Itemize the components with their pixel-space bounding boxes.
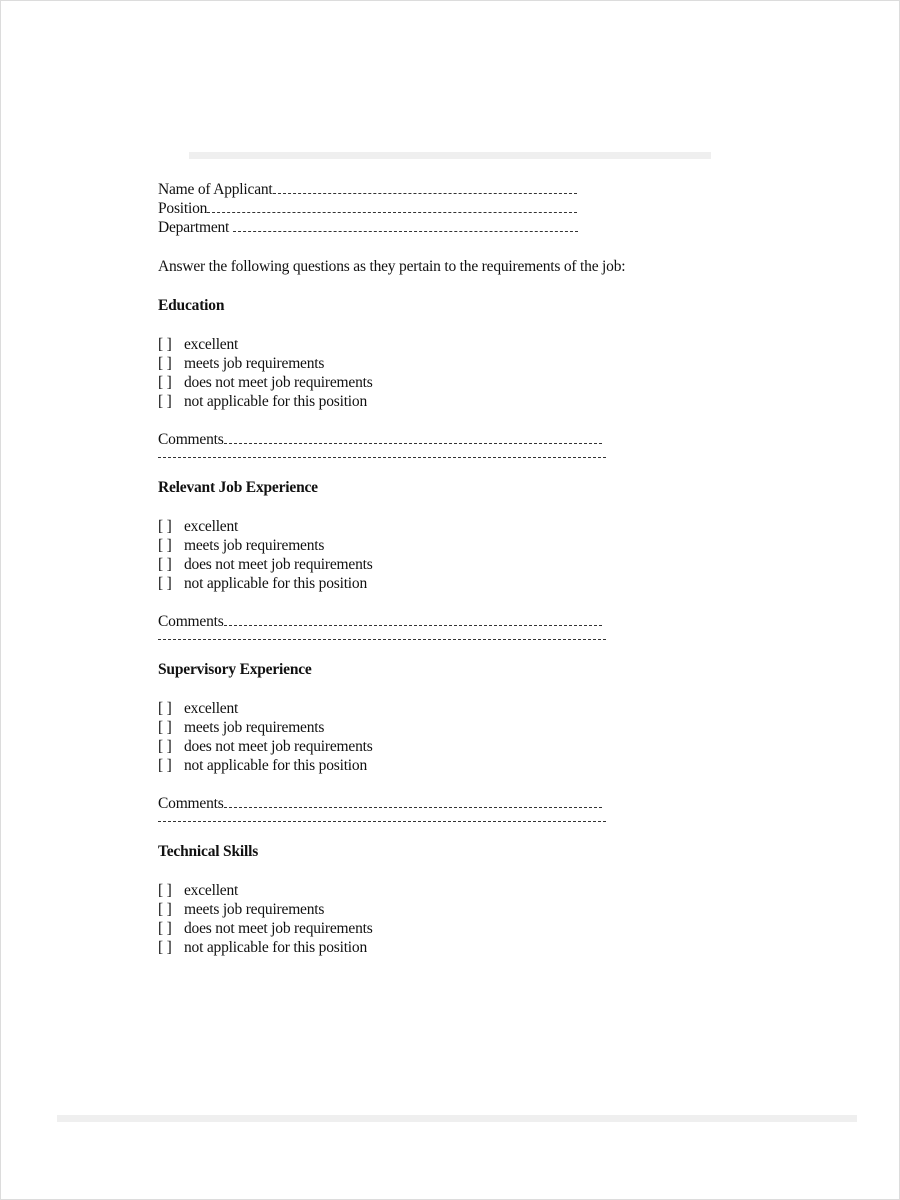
comments-input-line-2[interactable] [158,449,606,458]
section-title: Education [158,297,225,314]
comments-field [158,430,678,458]
position-field [158,199,678,218]
option-label: does not meet job requirements [184,374,373,391]
option-label: excellent [184,700,239,717]
department-input[interactable] [233,219,578,232]
option-label: does not meet job requirements [184,556,373,573]
checkbox[interactable]: [ ] [158,920,172,937]
section-title: Technical Skills [158,843,259,860]
option-label: not applicable for this position [184,757,368,774]
checkbox[interactable]: [ ] [158,882,172,899]
option-label: meets job requirements [184,355,325,372]
option-not-applicable[interactable] [158,756,678,775]
checkbox[interactable]: [ ] [158,700,172,717]
comments-input-line-2[interactable] [158,813,606,822]
option-label: not applicable for this position [184,575,368,592]
field-label: Position [158,200,208,217]
section-relevant-job-experience [158,478,678,640]
option-label: does not meet job requirements [184,920,373,937]
checkbox[interactable]: [ ] [158,901,172,918]
option-meets-requirements[interactable] [158,354,678,373]
comments-label: Comments [158,431,224,448]
comments-field [158,612,678,640]
name-of-applicant-input[interactable] [273,181,577,194]
option-does-not-meet[interactable] [158,555,678,574]
checkbox[interactable]: [ ] [158,518,172,535]
section-supervisory-experience [158,660,678,822]
comments-field [158,794,678,822]
option-label: excellent [184,336,239,353]
option-meets-requirements[interactable] [158,718,678,737]
instructions-text: Answer the following questions as they pertain to the requirements of the job: [158,258,626,275]
option-label: not applicable for this position [184,393,368,410]
checkbox[interactable]: [ ] [158,393,172,410]
option-does-not-meet[interactable] [158,373,678,392]
checkbox[interactable]: [ ] [158,575,172,592]
option-not-applicable[interactable] [158,392,678,411]
section-education [158,296,678,458]
option-does-not-meet[interactable] [158,919,678,938]
checkbox[interactable]: [ ] [158,757,172,774]
section-technical-skills [158,842,678,957]
position-input[interactable] [207,200,577,213]
checkbox[interactable]: [ ] [158,738,172,755]
footer-bar [57,1115,857,1122]
option-not-applicable[interactable] [158,938,678,957]
field-label: Name of Applicant [158,181,273,198]
department-field [158,218,678,237]
option-meets-requirements[interactable] [158,536,678,555]
form-content [158,180,678,957]
comments-label: Comments [158,795,224,812]
option-does-not-meet[interactable] [158,737,678,756]
header-bar [189,152,711,159]
option-label: excellent [184,518,239,535]
option-excellent[interactable] [158,699,678,718]
checkbox[interactable]: [ ] [158,556,172,573]
checkbox[interactable]: [ ] [158,939,172,956]
option-label: meets job requirements [184,901,325,918]
option-label: not applicable for this position [184,939,368,956]
comments-label: Comments [158,613,224,630]
option-meets-requirements[interactable] [158,900,678,919]
option-label: does not meet job requirements [184,738,373,755]
checkbox[interactable]: [ ] [158,355,172,372]
option-excellent[interactable] [158,517,678,536]
option-not-applicable[interactable] [158,574,678,593]
section-title: Supervisory Experience [158,661,312,678]
option-excellent[interactable] [158,881,678,900]
comments-input[interactable] [224,795,602,808]
comments-input[interactable] [224,431,602,444]
checkbox[interactable]: [ ] [158,719,172,736]
section-title: Relevant Job Experience [158,479,318,496]
checkbox[interactable]: [ ] [158,374,172,391]
option-label: excellent [184,882,239,899]
option-label: meets job requirements [184,719,325,736]
option-label: meets job requirements [184,537,325,554]
comments-input-line-2[interactable] [158,631,606,640]
field-label: Department [158,219,230,236]
checkbox[interactable]: [ ] [158,336,172,353]
option-excellent[interactable] [158,335,678,354]
checkbox[interactable]: [ ] [158,537,172,554]
name-of-applicant-field [158,180,678,199]
comments-input[interactable] [224,613,602,626]
